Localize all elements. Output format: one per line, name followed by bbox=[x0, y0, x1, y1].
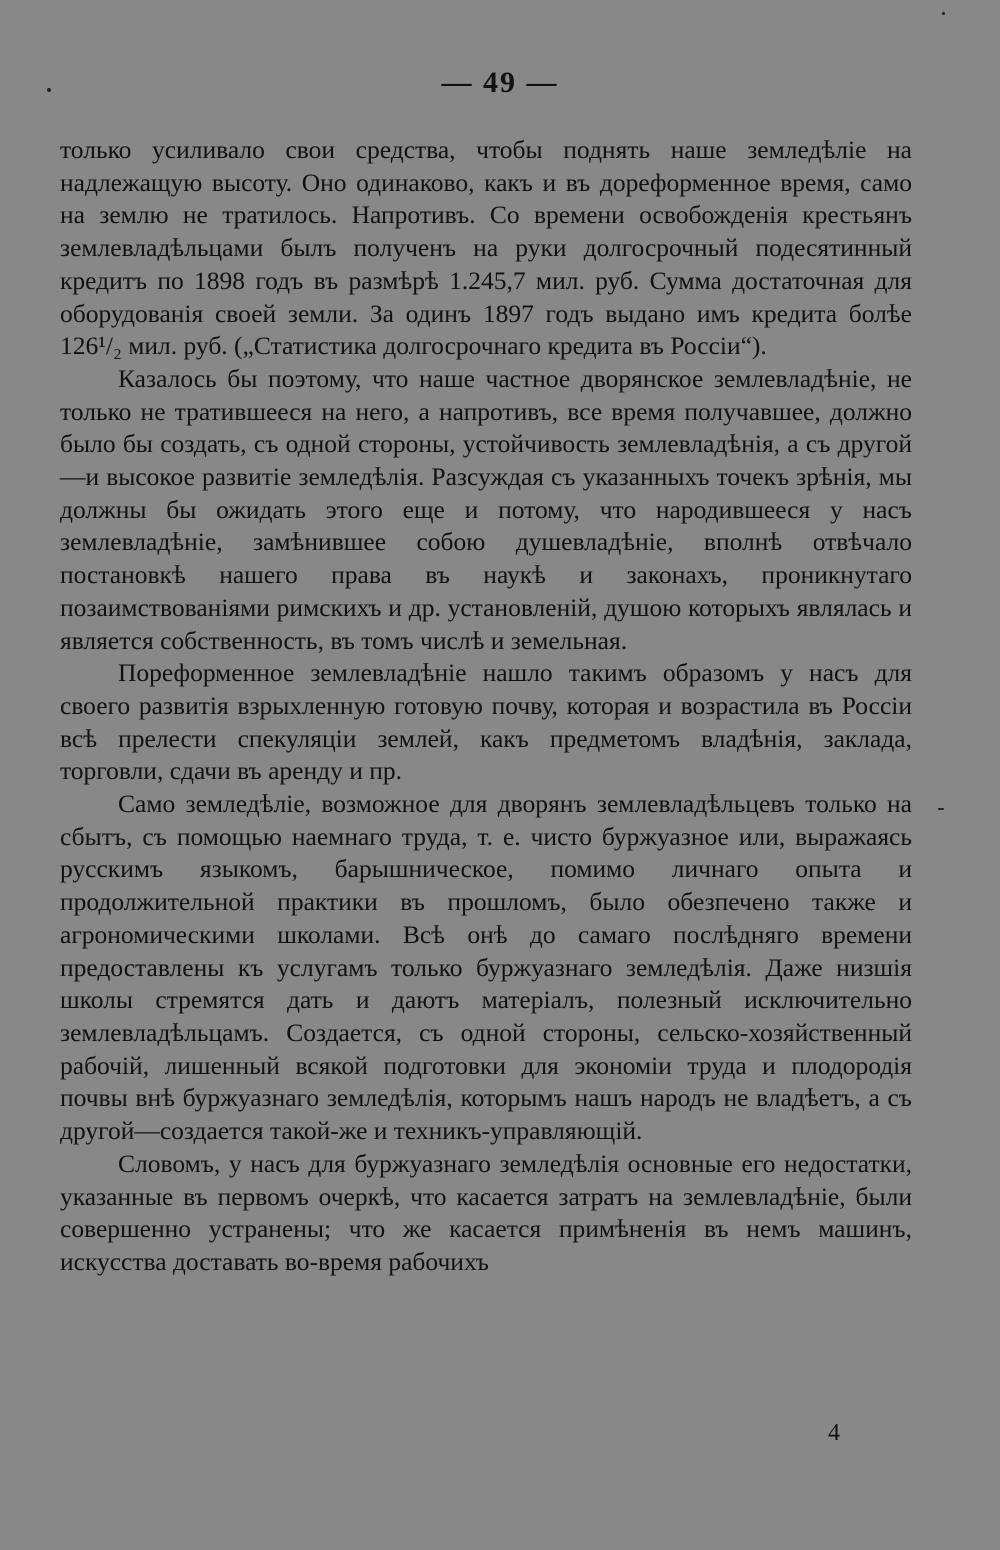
paragraph-1: только усиливало свои средства, чтобы поднять наше земледѣліе на надлежащую высоту. Оно одинаково, какъ и въ дореформенное время, само на землю не тратилось. Напротивъ. Со времени освобожденія крестьянъ землевладѣльцами былъ полученъ на руки долгосрочный подесятинный кредитъ по 1898 годъ въ размѣрѣ 1.245,7 мил. руб. Сумма достаточная для оборудованія своей земли. За одинъ 1897 годъ выдано имъ кредита болѣе 126¹/₂ мил. руб. („Статистика долгосрочнаго кредита въ Россіи“). bbox=[60, 135, 912, 361]
text-body bbox=[60, 134, 912, 1279]
paragraph-5: Словомъ, у насъ для буржуазнаго земледѣлія основные его недостатки, указанные въ первомъ очеркѣ, что касается затратъ на землевладѣніе, были совершенно устранены; что же касается примѣненія въ немъ машинъ, искусства доставать во-время рабочихъ bbox=[60, 1148, 912, 1276]
paragraph-2: Казалось бы поэтому, что наше частное дворянское землевладѣніе, не только не тратившееся на него, а напротивъ, все время получавшее, должно было бы создать, съ одной стороны, устойчивость землевладѣнія, а съ другой—и высокое развитіе земледѣлія. Разсуждая съ указанныхъ точекъ зрѣнія, мы должны бы ожидать этого еще и потому, что народившееся у насъ землевладѣніе, замѣнившее собою душевладѣніе, вполнѣ отвѣчало постановкѣ нашего права въ наукѣ и законахъ, проникнутаго позаимствованіями римскихъ и др. установленій, душою которыхъ являлась и является собственность, въ томъ числѣ и земельная. bbox=[60, 363, 912, 655]
ink-speck bbox=[942, 12, 945, 15]
ink-speck bbox=[47, 88, 51, 92]
signature-mark: 4 bbox=[828, 1420, 840, 1446]
page-number: — 49 — bbox=[441, 66, 559, 99]
paragraph-4: Само земледѣліе, возможное для дворянъ землевладѣльцевъ только на сбытъ, съ помощью наемнаго труда, т. е. чисто буржуазное или, выражаясь русскимъ языкомъ, барышническое, помимо личнаго опыта и продолжительной практики въ прошломъ, было обезпечено также и агрономическими школами. Всѣ онѣ до самаго послѣдняго времени предоставлены къ услугамъ только буржуазнаго земледѣлія. Даже низшія школы стремятся дать и даютъ матеріалъ, полезный исключительно землевладѣльцамъ. Создается, съ одной стороны, сельско-хозяйственный рабочій, лишенный всякой подготовки для экономіи труда и плодородія почвы внѣ буржуазнаго земледѣлія, которымъ нашъ народъ не владѣетъ, а съ другой—создается такой-же и техникъ-управляющій. bbox=[60, 789, 912, 1146]
paragraph-3: Пореформенное землевладѣніе нашло такимъ образомъ у насъ для своего развитія взрыхленную готовую почву, которая и возрастила въ Россіи всѣ прелести спекуляціи землей, какъ предметомъ владѣнія, заклада, торговли, сдачи въ аренду и пр. bbox=[60, 658, 912, 786]
ink-speck bbox=[938, 808, 944, 810]
